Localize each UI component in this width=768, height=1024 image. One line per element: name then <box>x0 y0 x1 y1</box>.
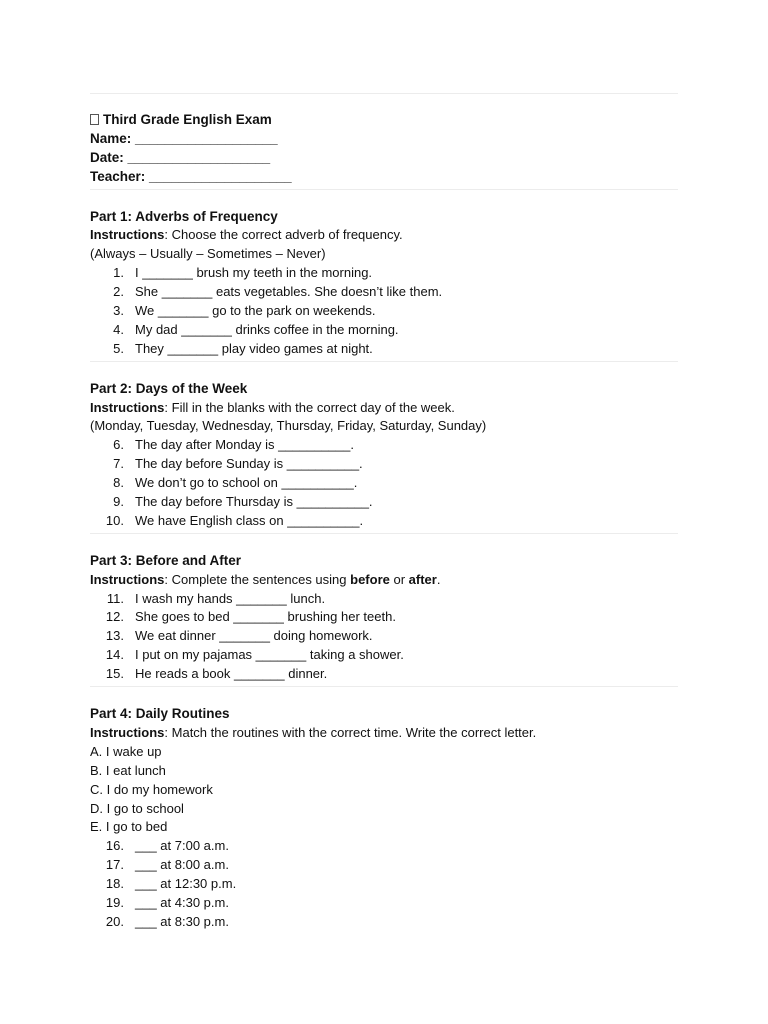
question-number: 18. <box>105 876 124 892</box>
section-divider <box>90 533 678 534</box>
part-1-questions <box>90 264 678 358</box>
question-number: 19. <box>105 894 124 910</box>
question-text: I wash my hands _______ lunch. <box>135 590 326 606</box>
instructions-text: . <box>436 571 441 587</box>
question-text: ___ at 8:30 p.m. <box>135 913 229 929</box>
section-divider <box>90 361 678 362</box>
question-number: 2. <box>113 284 124 300</box>
exam-title-text: Third Grade English Exam <box>103 112 272 127</box>
part-2-title: Part 2: Days of the Week <box>90 380 248 396</box>
part-4-questions <box>90 837 678 931</box>
instructions-label: Instructions <box>90 227 165 243</box>
part-2-questions <box>90 436 678 530</box>
instructions-label: Instructions <box>90 399 165 415</box>
instructions-text: : Complete the sentences using <box>164 571 351 587</box>
question-number: 16. <box>105 838 124 854</box>
checkbox-icon <box>90 114 99 125</box>
question-text: She goes to bed _______ brushing her teeth. <box>135 609 396 625</box>
question-item <box>90 455 678 474</box>
question-number: 11. <box>106 590 124 606</box>
top-divider <box>90 93 678 94</box>
question-item <box>90 321 678 340</box>
option-b: B. I eat lunch <box>90 762 166 778</box>
question-item <box>90 913 678 932</box>
question-item <box>90 627 678 646</box>
part-3-title: Part 3: Before and After <box>90 552 242 568</box>
question-number: 12. <box>105 609 124 625</box>
question-text: ___ at 7:00 a.m. <box>135 838 229 854</box>
question-number: 4. <box>113 321 124 337</box>
part-3-section <box>90 552 678 684</box>
question-item <box>90 512 678 531</box>
option-d: D. I go to school <box>90 800 184 816</box>
question-number: 6. <box>113 437 124 453</box>
question-item <box>90 875 678 894</box>
exam-header <box>90 111 678 187</box>
question-number: 7. <box>113 456 124 472</box>
question-text: My dad _______ drinks coffee in the morning. <box>135 321 399 337</box>
question-item <box>90 264 678 283</box>
instructions-text: or <box>389 571 409 587</box>
question-number: 9. <box>113 494 124 510</box>
date-line: Date: ___________________ <box>90 149 271 165</box>
instructions-label: Instructions <box>90 571 165 587</box>
part-3-instructions <box>90 571 678 590</box>
section-divider <box>90 686 678 687</box>
question-item <box>90 646 678 665</box>
question-number: 13. <box>105 628 124 644</box>
instructions-text: : Match the routines with the correct time. Write the correct letter. <box>164 724 537 740</box>
option-c: C. I do my homework <box>90 781 213 797</box>
exam-title <box>90 111 678 130</box>
question-item <box>90 665 678 684</box>
part-2-word-bank: (Monday, Tuesday, Wednesday, Thursday, Friday, Saturday, Sunday) <box>90 418 487 434</box>
question-item <box>90 837 678 856</box>
question-text: We eat dinner _______ doing homework. <box>135 628 373 644</box>
question-text: ___ at 4:30 p.m. <box>135 894 229 910</box>
option-e: E. I go to bed <box>90 819 168 835</box>
question-text: ___ at 12:30 p.m. <box>135 876 237 892</box>
question-text: He reads a book _______ dinner. <box>135 666 328 682</box>
instructions-text: : Fill in the blanks with the correct day of the week. <box>164 399 455 415</box>
question-text: ___ at 8:00 a.m. <box>135 857 229 873</box>
question-text: We have English class on __________. <box>135 512 364 528</box>
question-number: 10. <box>105 512 124 528</box>
part-3-questions <box>90 590 678 684</box>
question-text: I put on my pajamas _______ taking a shower. <box>135 647 404 663</box>
part-1-word-bank: (Always – Usually – Sometimes – Never) <box>90 246 326 262</box>
part-1-section <box>90 208 678 359</box>
question-item <box>90 608 678 627</box>
part-2-instructions <box>90 399 678 418</box>
keyword-after: after <box>408 571 437 587</box>
option-a: A. I wake up <box>90 743 162 759</box>
question-number: 1. <box>113 265 124 281</box>
question-item <box>90 436 678 455</box>
part-4-instructions <box>90 724 678 743</box>
teacher-line: Teacher: ___________________ <box>90 168 292 184</box>
question-text: The day before Thursday is __________. <box>135 494 373 510</box>
question-number: 5. <box>113 340 124 356</box>
question-number: 15. <box>105 666 124 682</box>
exam-page <box>90 93 678 932</box>
question-number: 14. <box>105 647 124 663</box>
question-item <box>90 894 678 913</box>
keyword-before: before <box>350 571 390 587</box>
question-number: 17. <box>105 857 124 873</box>
question-item <box>90 302 678 321</box>
instructions-label: Instructions <box>90 724 165 740</box>
question-item <box>90 474 678 493</box>
section-divider <box>90 189 678 190</box>
question-number: 20. <box>105 913 124 929</box>
question-text: The day before Sunday is __________. <box>135 456 363 472</box>
part-1-instructions <box>90 226 678 245</box>
question-item <box>90 590 678 609</box>
question-text: She _______ eats vegetables. She doesn’t like them. <box>135 284 443 300</box>
question-item <box>90 340 678 359</box>
instructions-text: : Choose the correct adverb of frequency. <box>164 227 403 243</box>
question-item <box>90 283 678 302</box>
part-4-title: Part 4: Daily Routines <box>90 706 230 722</box>
question-text: The day after Monday is __________. <box>135 437 354 453</box>
question-item <box>90 493 678 512</box>
question-number: 8. <box>113 475 124 491</box>
question-text: They _______ play video games at night. <box>135 340 373 356</box>
question-text: We _______ go to the park on weekends. <box>135 303 376 319</box>
question-text: We don’t go to school on __________. <box>135 475 358 491</box>
part-2-section <box>90 380 678 531</box>
question-item <box>90 856 678 875</box>
question-text: I _______ brush my teeth in the morning. <box>135 265 373 281</box>
part-1-title: Part 1: Adverbs of Frequency <box>90 208 278 224</box>
name-line: Name: ___________________ <box>90 130 278 146</box>
question-number: 3. <box>113 303 124 319</box>
part-4-section <box>90 705 678 932</box>
